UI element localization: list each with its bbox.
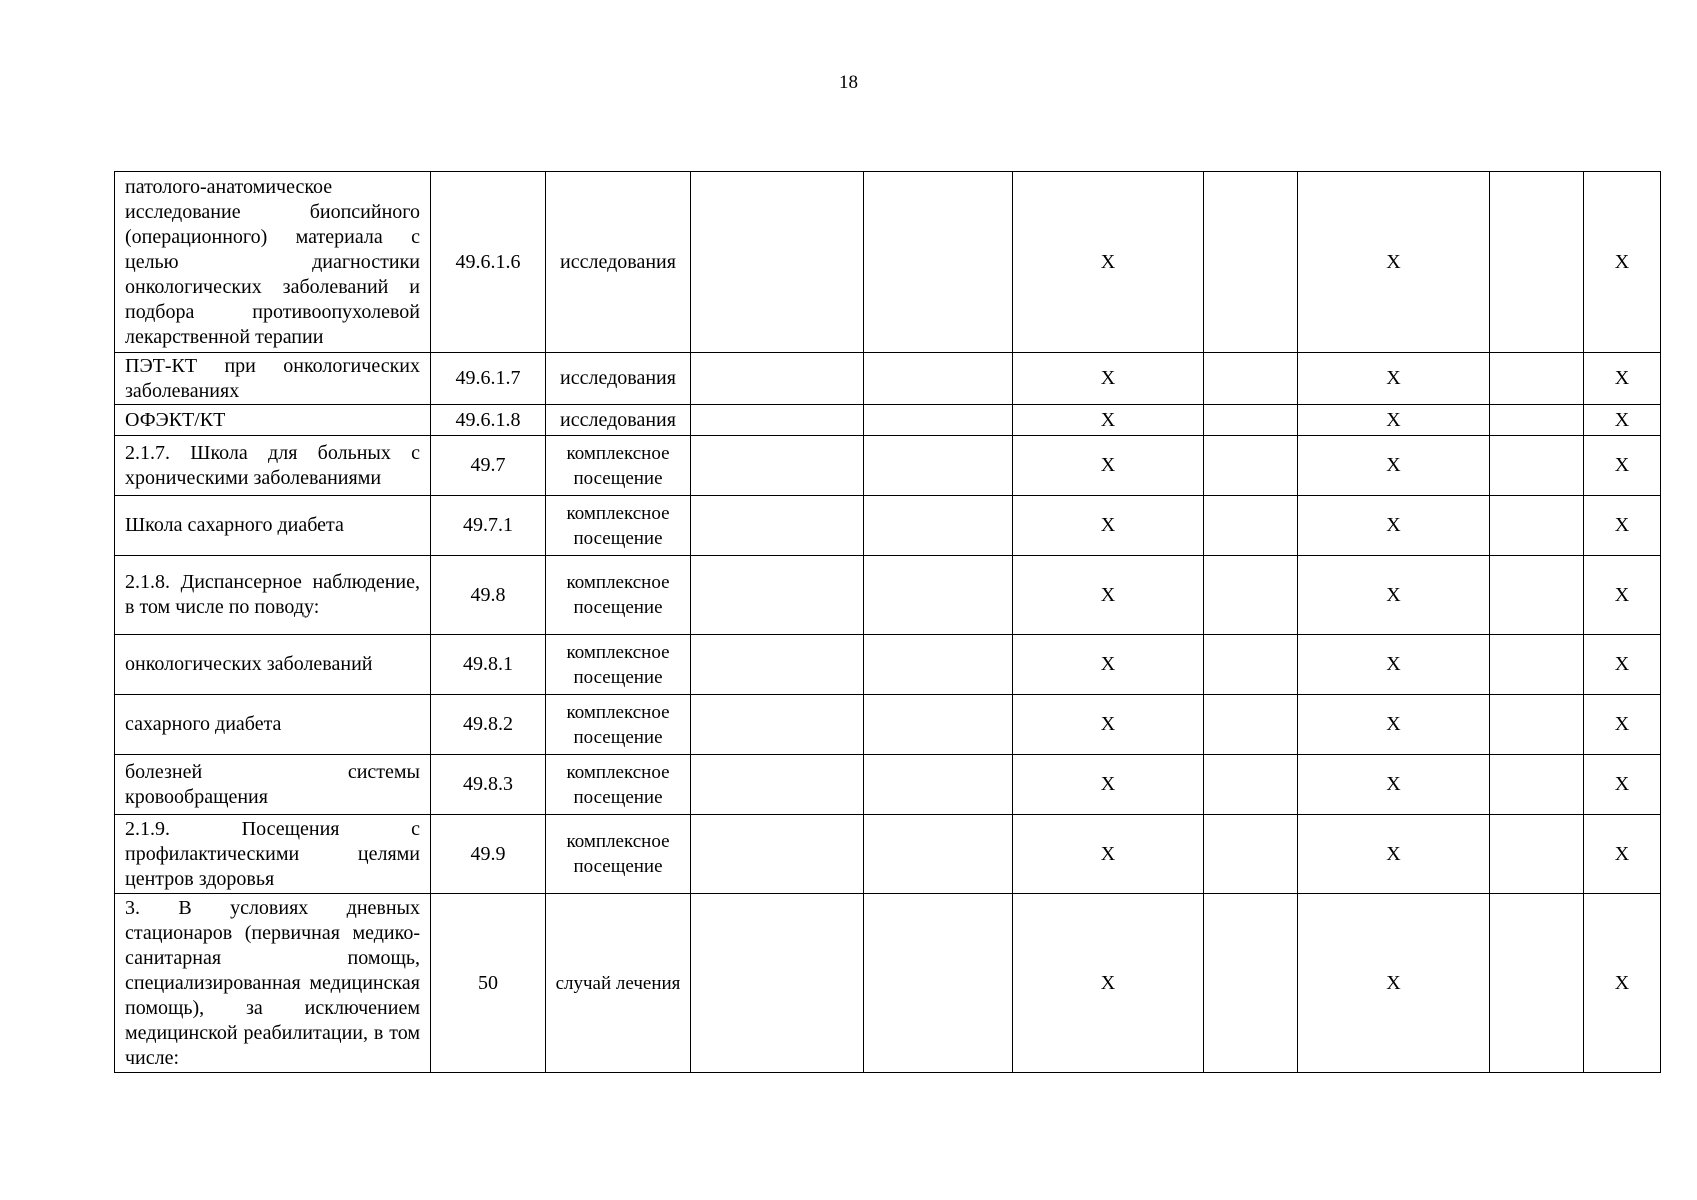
empty-cell: [864, 556, 1013, 635]
empty-cell: [691, 172, 864, 353]
x-mark: X: [1298, 405, 1490, 436]
row-name: ПЭТ-КТ при онкологических заболеваниях: [115, 353, 431, 405]
empty-cell: [691, 815, 864, 894]
empty-cell: [691, 405, 864, 436]
table-row: [115, 755, 1661, 815]
table-row: [115, 635, 1661, 695]
empty-cell: [864, 815, 1013, 894]
empty-cell: [1490, 635, 1584, 695]
x-mark: X: [1298, 815, 1490, 894]
empty-cell: [1204, 353, 1298, 405]
x-mark: X: [1013, 405, 1204, 436]
row-name: онкологических заболеваний: [115, 635, 431, 695]
row-name: 2.1.8. Диспансерное наблюдение, в том числе по поводу:: [115, 556, 431, 635]
table-row: [115, 172, 1661, 353]
x-mark: X: [1013, 815, 1204, 894]
empty-cell: [691, 635, 864, 695]
empty-cell: [1490, 353, 1584, 405]
empty-cell: [864, 755, 1013, 815]
row-code: 49.9: [431, 815, 546, 894]
empty-cell: [1490, 436, 1584, 496]
x-mark: X: [1298, 894, 1490, 1073]
row-code: 49.6.1.7: [431, 353, 546, 405]
table-row: [115, 815, 1661, 894]
empty-cell: [691, 695, 864, 755]
empty-cell: [1490, 695, 1584, 755]
row-name: патолого-анатомическое исследование биопсийного (операционного) материала с целью диагностики онкологических заболеваний и подбора противоопухолевой лекарственной терапии: [115, 172, 431, 353]
empty-cell: [691, 436, 864, 496]
empty-cell: [1204, 436, 1298, 496]
empty-cell: [1204, 695, 1298, 755]
empty-cell: [1490, 815, 1584, 894]
empty-cell: [1490, 556, 1584, 635]
x-mark: X: [1298, 496, 1490, 556]
x-mark: X: [1298, 755, 1490, 815]
empty-cell: [691, 755, 864, 815]
table-row: [115, 695, 1661, 755]
row-name: ОФЭКТ/КТ: [115, 405, 431, 436]
x-mark: X: [1584, 405, 1661, 436]
row-unit: исследования: [546, 172, 691, 353]
x-mark: X: [1013, 496, 1204, 556]
x-mark: X: [1298, 353, 1490, 405]
row-unit: комплексное посещение: [546, 496, 691, 556]
row-unit: случай лечения: [546, 894, 691, 1073]
row-unit: комплексное посещение: [546, 436, 691, 496]
indicator-table: [114, 171, 1661, 1073]
table-row: [115, 894, 1661, 1073]
empty-cell: [1204, 556, 1298, 635]
empty-cell: [1204, 755, 1298, 815]
row-unit: комплексное посещение: [546, 695, 691, 755]
table-row: [115, 353, 1661, 405]
row-code: 50: [431, 894, 546, 1073]
empty-cell: [691, 353, 864, 405]
x-mark: X: [1013, 894, 1204, 1073]
empty-cell: [1490, 172, 1584, 353]
empty-cell: [1204, 894, 1298, 1073]
table-row: [115, 556, 1661, 635]
empty-cell: [864, 436, 1013, 496]
row-name: болезней системы кровообращения: [115, 755, 431, 815]
row-unit: комплексное посещение: [546, 635, 691, 695]
x-mark: X: [1298, 436, 1490, 496]
row-unit: комплексное посещение: [546, 815, 691, 894]
empty-cell: [1204, 815, 1298, 894]
empty-cell: [1490, 894, 1584, 1073]
empty-cell: [1204, 635, 1298, 695]
x-mark: X: [1298, 172, 1490, 353]
row-code: 49.6.1.6: [431, 172, 546, 353]
x-mark: X: [1013, 172, 1204, 353]
empty-cell: [1490, 496, 1584, 556]
x-mark: X: [1298, 635, 1490, 695]
row-unit: исследования: [546, 405, 691, 436]
x-mark: X: [1584, 755, 1661, 815]
x-mark: X: [1013, 556, 1204, 635]
empty-cell: [1204, 496, 1298, 556]
empty-cell: [1490, 405, 1584, 436]
row-name: Школа сахарного диабета: [115, 496, 431, 556]
table-row: [115, 405, 1661, 436]
x-mark: X: [1013, 436, 1204, 496]
x-mark: X: [1013, 695, 1204, 755]
empty-cell: [1204, 405, 1298, 436]
row-code: 49.8.1: [431, 635, 546, 695]
empty-cell: [691, 496, 864, 556]
table-row: [115, 436, 1661, 496]
row-code: 49.8: [431, 556, 546, 635]
row-unit: комплексное посещение: [546, 755, 691, 815]
x-mark: X: [1013, 635, 1204, 695]
table-row: [115, 496, 1661, 556]
empty-cell: [691, 556, 864, 635]
empty-cell: [1490, 755, 1584, 815]
x-mark: X: [1584, 172, 1661, 353]
empty-cell: [864, 172, 1013, 353]
row-name: 3. В условиях дневных стационаров (первичная медико-санитарная помощь, специализированная медицинская помощь), за исключением медицинской реабилитации, в том числе:: [115, 894, 431, 1073]
row-name: сахарного диабета: [115, 695, 431, 755]
x-mark: X: [1584, 635, 1661, 695]
x-mark: X: [1584, 496, 1661, 556]
row-code: 49.7: [431, 436, 546, 496]
x-mark: X: [1584, 556, 1661, 635]
x-mark: X: [1584, 436, 1661, 496]
empty-cell: [864, 894, 1013, 1073]
x-mark: X: [1584, 353, 1661, 405]
row-name: 2.1.9. Посещения с профилактическими целями центров здоровья: [115, 815, 431, 894]
x-mark: X: [1584, 815, 1661, 894]
page-number: 18: [839, 72, 858, 93]
empty-cell: [864, 405, 1013, 436]
row-code: 49.6.1.8: [431, 405, 546, 436]
x-mark: X: [1298, 695, 1490, 755]
empty-cell: [1204, 172, 1298, 353]
x-mark: X: [1013, 353, 1204, 405]
x-mark: X: [1584, 894, 1661, 1073]
x-mark: X: [1298, 556, 1490, 635]
row-name: 2.1.7. Школа для больных с хроническими заболеваниями: [115, 436, 431, 496]
empty-cell: [864, 695, 1013, 755]
row-unit: комплексное посещение: [546, 556, 691, 635]
x-mark: X: [1584, 695, 1661, 755]
empty-cell: [864, 635, 1013, 695]
row-unit: исследования: [546, 353, 691, 405]
row-code: 49.7.1: [431, 496, 546, 556]
row-code: 49.8.2: [431, 695, 546, 755]
x-mark: X: [1013, 755, 1204, 815]
empty-cell: [691, 894, 864, 1073]
empty-cell: [864, 353, 1013, 405]
row-code: 49.8.3: [431, 755, 546, 815]
empty-cell: [864, 496, 1013, 556]
